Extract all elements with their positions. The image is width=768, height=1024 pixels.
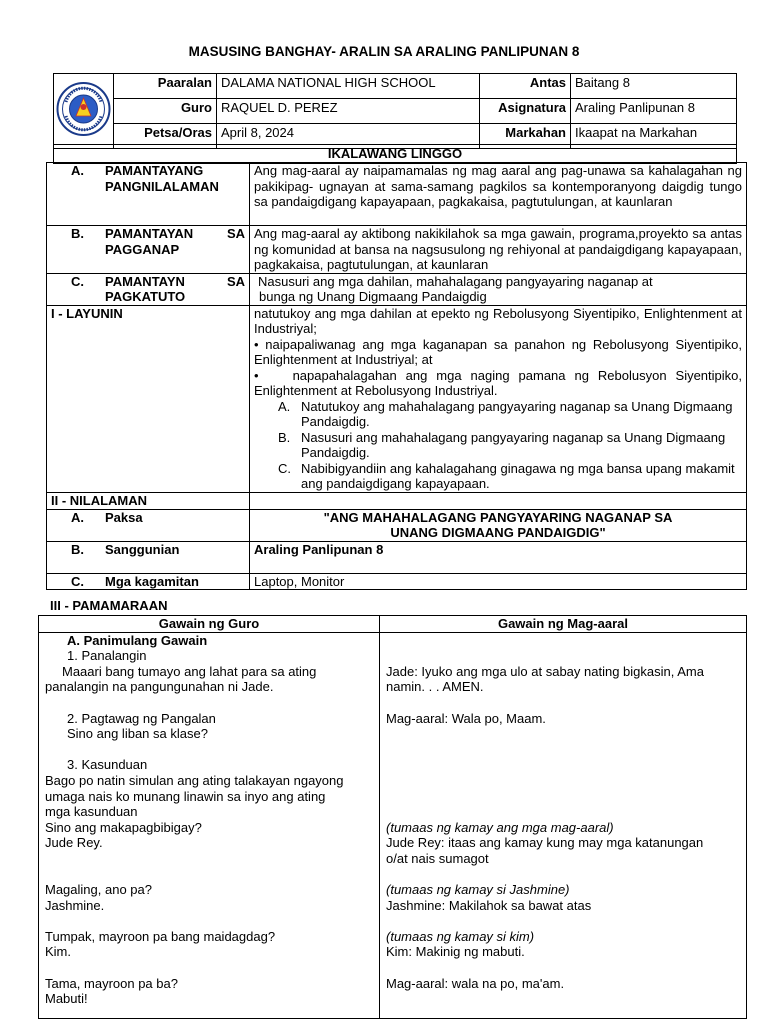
value-antas: Baitang 8 [571, 74, 737, 99]
label-antas: Antas [480, 74, 571, 99]
value-asignatura: Araling Panlipunan 8 [571, 98, 737, 123]
standard-row [47, 163, 747, 226]
standard-label: B. PAMANTAYAN SA PAGGANAP [47, 226, 250, 274]
student-activities: Jade: Iyuko ang mga ulo at sabay nating bigkasin, Ama namin. . . AMEN. Mag-aaral: Wala po, Maam. (tumaas ng kamay ang mga mag-aaral) Jude Rey: itaas ang kamay kung may mga katanungan o/at nais sumagot (tumaas ng kamay si Jashmine) Jashmine: Makilahok sa bawat atas (tumaas ng kamay si kim) Kim: Makinig ng mabuti. Mag-aaral: wala na po, ma'am. [380, 632, 747, 1018]
teacher-activities: A. Panimulang Gawain 1. Panalangin Maaari bang tumayo ang lahat para sa ating panalangin na pangungunahan ni Jade. 2. Pagtawag ng Pangalan Sino ang liban sa klase? 3. Kasunduan Bago po natin simulan ang ating talakayan ngayong umaga nais ko munang linawin sa inyo ang ating mga kasunduan Sino ang makapagbibigay? Jude Rey. Magaling, ano pa? Jashmine. Tumpak, mayroon pa bang maidagdag? Kim. Tama, mayroon pa ba? Mabuti! [39, 632, 380, 1018]
value-paaralan: DALAMA NATIONAL HIGH SCHOOL [217, 74, 480, 99]
kagamitan-label: C. Mga kagamitan [47, 573, 250, 590]
layunin-text: natutukoy ang mga dahilan at epekto ng Rebolusyong Siyentipiko, Enlightenment at Industriyal; • naipapaliwanag ang mga kaganapan sa panahon ng Rebolusyong Siyentipiko, Enlightenment at Industriyal; at • napapahalagahan ang mga naging pamana ng Rebolusyon Siyentipiko, Enlightenment at Rebolusyong Industriyal. A. Natutukoy ang mahahalagang pangyayaring naganap sa Unang Digmaang Pandaigdig. B. Nasusuri ang mahahalagang pangyayaring naganap sa Unang Digmaang Pandaigdig. C. Nabibigyandiin ang kahalagahang ginagawa ng mga bansa upang makamit ang pandaigdigang kapayapaan. [250, 305, 747, 492]
standard-text: Ang mag-aaral ay aktibong nakikilahok sa mga gawain, programa,proyekto sa antas ng komunidad at bansa na nagsusulong ng rehiyonal at pandaigdigang kapayapaan, pagkakaisa, pagtutulungan, at kaunlaran [250, 226, 747, 274]
paksa-label: A. Paksa [47, 509, 250, 541]
label-guro: Guro [114, 98, 217, 123]
logo-cell [54, 74, 114, 149]
header-table [53, 73, 737, 149]
standard-label: A. PAMANTAYANG PANGNILALAMAN [47, 163, 250, 226]
label-asignatura: Asignatura [480, 98, 571, 123]
nilalaman-label: II - NILALAMAN [47, 492, 250, 509]
objective-item: C. Nabibigyandiin ang kahalagahang ginagawa ng mga bansa upang makamit ang pandaigdigang kapayapaan. [278, 460, 735, 491]
procedure-table [38, 615, 747, 1019]
sanggunian-row [47, 541, 747, 573]
deped-seal-icon [54, 74, 113, 144]
value-guro: RAQUEL D. PEREZ [217, 98, 480, 123]
label-petsa: Petsa/Oras [114, 123, 217, 148]
kagamitan-value: Laptop, Monitor [250, 573, 747, 590]
label-markahan: Markahan [480, 123, 571, 148]
nilalaman-row [47, 492, 747, 509]
standard-text: Ang mag-aaral ay naipamamalas ng mag aaral ang pag-unawa sa kahalagahan ng pakikipag- ugnayan at sama-samang pagkilos sa kontemporanyong daigdig tungo sa pandaigdigang kapayapaan, pagkakaisa, pagtutulungan, at kaunlaran [250, 163, 747, 226]
standard-row [47, 226, 747, 274]
week-table [53, 144, 737, 164]
col-student-header: Gawain ng Mag-aaral [380, 616, 747, 633]
standard-label: C. PAMANTAYN SA PAGKATUTO [47, 273, 250, 305]
value-markahan: Ikaapat na Markahan [571, 123, 737, 148]
sanggunian-label: B. Sanggunian [47, 541, 250, 573]
value-petsa: April 8, 2024 [217, 123, 480, 148]
sanggunian-value: Araling Panlipunan 8 [250, 541, 747, 573]
paksa-row [47, 509, 747, 541]
section-pamamaraan: III - PAMAMARAAN [50, 598, 168, 613]
week-label: IKALAWANG LINGGO [54, 145, 737, 164]
objective-item: B. Nasusuri ang mahahalagang pangyayaring naganap sa Unang Digmaang Pandaigdig. [278, 429, 726, 460]
layunin-row [47, 305, 747, 492]
kagamitan-row [47, 573, 747, 590]
layunin-label: I - LAYUNIN [47, 305, 250, 492]
paksa-value: "ANG MAHAHALAGANG PANGYAYARING NAGANAP SA UNANG DIGMAANG PANDAIGDIG" [250, 509, 747, 541]
lesson-plan-table [46, 162, 747, 590]
standard-text: Nasusuri ang mga dahilan, mahahalagang pangyayaring naganap at bunga ng Unang Digmaang Pandaigdig [250, 273, 747, 305]
objective-item: A. Natutukoy ang mahahalagang pangyayaring naganap sa Unang Digmaang Pandaigdig. [278, 398, 733, 429]
document-title: MASUSING BANGHAY- ARALIN SA ARALING PANLIPUNAN 8 [188, 44, 580, 59]
label-paaralan: Paaralan [114, 74, 217, 99]
col-teacher-header: Gawain ng Guro [39, 616, 380, 633]
standard-row [47, 273, 747, 305]
